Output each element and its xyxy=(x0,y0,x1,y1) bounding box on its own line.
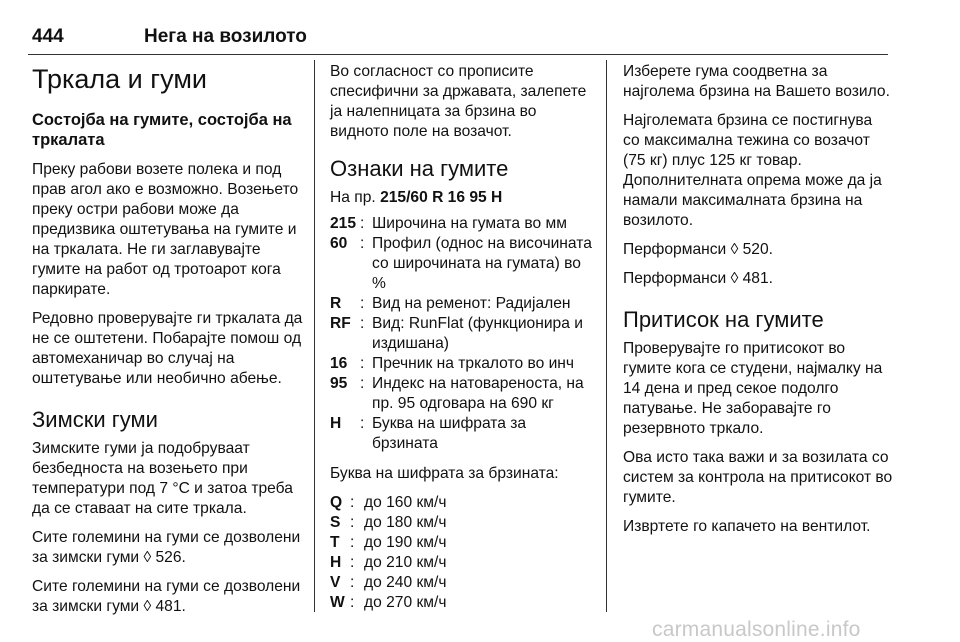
speed-key: T xyxy=(330,534,340,551)
paragraph: Во согласност со прописите спесифични за државата, залепете ја налепницата за брзина во видното поле на возачот. xyxy=(330,63,587,140)
speed-key: V xyxy=(330,574,341,591)
def-value: Профил (однос на височината со широчината на гумата) во % xyxy=(372,235,592,292)
cross-reference-link[interactable]: Сите големини на гуми се дозволени за зимски гуми ◊ 526. xyxy=(32,529,301,566)
paragraph: Редовно проверувајте ги тркалата да не се оштетени. Побарајте помош од автомеханичар во случај на оштетување или необично абење. xyxy=(32,310,303,387)
tyre-pressure-heading: Притисок на гумите xyxy=(623,307,824,332)
paragraph: Зимските гуми ја подобруваат безбедноста на возењето при температури под 7 °C и затоа треба да се ставаат на сите тркала. xyxy=(32,440,293,517)
def-value: Индекс на натовареноста, на пр. 95 одговара на 690 кг xyxy=(372,375,584,412)
speed-value: до 180 км/ч xyxy=(364,514,447,531)
speed-value: до 210 км/ч xyxy=(364,554,447,571)
column-middle xyxy=(330,62,595,619)
def-value: Широчина на гумата во мм xyxy=(372,215,567,232)
tyre-markings-heading: Ознаки на гумите xyxy=(330,156,509,181)
example-line xyxy=(330,188,595,208)
definition-list xyxy=(330,214,595,454)
cross-reference-link[interactable]: Перформанси ◊ 520. xyxy=(623,241,773,258)
speed-colon: : xyxy=(350,554,355,571)
column-divider xyxy=(606,60,607,612)
def-key: RF xyxy=(330,315,351,332)
speed-value: до 270 км/ч xyxy=(364,594,447,611)
paragraph: Најголемата брзина се постигнува со максимална тежина со возачот (75 кг) плус 125 кг товар. Дополнителната опрема може да ја намали максималната брзина на возилото. xyxy=(623,112,882,229)
running-title: Нега на возилото xyxy=(144,26,307,47)
page-header xyxy=(28,20,888,55)
speed-colon: : xyxy=(350,574,355,591)
def-colon: : xyxy=(360,295,365,312)
cross-reference-link[interactable]: Перформанси ◊ 481. xyxy=(623,270,773,287)
cross-reference-link[interactable]: Сите големини на гуми се дозволени за зимски гуми ◊ 481. xyxy=(32,578,301,615)
paragraph: Извртете го капачето на вентилот. xyxy=(623,518,871,535)
speed-colon: : xyxy=(350,594,355,611)
def-key: 60 xyxy=(330,235,348,252)
speed-colon: : xyxy=(350,494,355,511)
def-value: Пречник на тркалото во инч xyxy=(372,355,575,372)
speed-colon: : xyxy=(350,514,355,531)
speed-colon: : xyxy=(350,534,355,551)
def-key: H xyxy=(330,415,342,432)
def-key: R xyxy=(330,295,342,312)
column-right xyxy=(623,62,893,546)
subsection-title: Состојба на гумите, состојба на тркалата xyxy=(32,111,292,149)
page-number: 444 xyxy=(32,26,64,47)
def-colon: : xyxy=(360,415,365,432)
column-divider xyxy=(314,60,315,612)
example-prefix: На пр. xyxy=(330,189,381,206)
speed-code-list xyxy=(330,493,595,613)
speed-key: H xyxy=(330,554,342,571)
def-colon: : xyxy=(360,315,365,332)
speed-key: W xyxy=(330,594,345,611)
def-value: Вид: RunFlat (функционира и издишана) xyxy=(372,315,583,352)
section-title: Тркала и гуми xyxy=(32,64,207,94)
def-colon: : xyxy=(360,355,365,372)
def-value: Буква на шифрата за брзината xyxy=(372,415,527,452)
def-colon: : xyxy=(360,375,365,392)
example-code: 215/60 R 16 95 H xyxy=(380,189,503,206)
paragraph: Буква на шифрата за брзината: xyxy=(330,465,559,482)
watermark-text: carmanualsonline.info xyxy=(652,618,861,641)
paragraph: Ова исто така важи и за возилата со систем за контрола на притисокот во гумите. xyxy=(623,449,893,506)
def-colon: : xyxy=(360,215,365,232)
speed-value: до 190 км/ч xyxy=(364,534,447,551)
winter-tyres-heading: Зимски гуми xyxy=(32,407,158,432)
def-key: 95 xyxy=(330,375,348,392)
speed-key: Q xyxy=(330,494,343,511)
def-key: 215 xyxy=(330,215,357,232)
def-colon: : xyxy=(360,235,365,252)
def-value: Вид на ременот: Радијален xyxy=(372,295,571,312)
speed-value: до 240 км/ч xyxy=(364,574,447,591)
def-key: 16 xyxy=(330,355,348,372)
paragraph: Преку рабови возете полека и под прав агол ако е возможно. Возењето преку остри рабови може да предизвика оштетувања на гумите и на тркалата. Не ги заглавувајте гумите на работ од тротоарот кога паркирате. xyxy=(32,161,299,298)
paragraph: Проверувајте го притисокот во гумите кога се студени, најмалку на 14 дена и пред секое подолго патување. Не заборавајте го резервното тркало. xyxy=(623,340,883,437)
paragraph: Изберете гума соодветна за најголема брзина на Вашето возило. xyxy=(623,63,890,100)
speed-value: до 160 км/ч xyxy=(364,494,447,511)
speed-key: S xyxy=(330,514,341,531)
column-left xyxy=(32,62,304,626)
